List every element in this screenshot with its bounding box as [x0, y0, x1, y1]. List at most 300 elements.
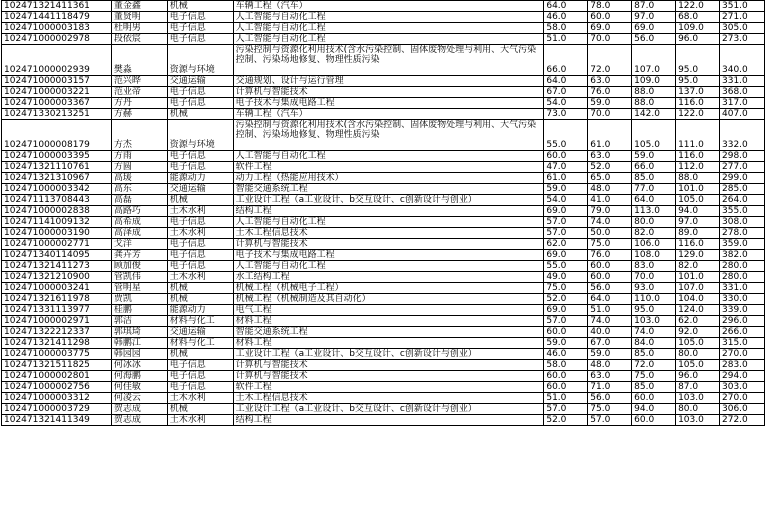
- candidate-id-cell: 102471441118479: [2, 12, 112, 23]
- score-politics-cell: 55.0: [544, 120, 588, 151]
- candidate-id-cell: 102471000003221: [2, 87, 112, 98]
- score-total-cell: 368.0: [720, 87, 765, 98]
- score-total-cell: 280.0: [720, 272, 765, 283]
- college-cell: 电子信息: [167, 34, 233, 45]
- score-specialty-cell: 92.0: [676, 327, 720, 338]
- major-cell: 智能交通系统工程: [233, 184, 544, 195]
- score-total-cell: 332.0: [720, 120, 765, 151]
- major-cell: 人工智能与自动化工程: [233, 12, 544, 23]
- candidate-id-cell: 102471000003241: [2, 283, 112, 294]
- score-politics-cell: 57.0: [544, 217, 588, 228]
- candidate-id-cell: 102471000002971: [2, 316, 112, 327]
- college-cell: 资源与环境: [167, 120, 233, 151]
- score-total-cell: 351.0: [720, 1, 765, 12]
- score-specialty-cell: 109.0: [676, 23, 720, 34]
- score-english-cell: 70.0: [588, 109, 632, 120]
- score-politics-cell: 60.0: [544, 327, 588, 338]
- college-cell: 电子信息: [167, 360, 233, 371]
- score-specialty-cell: 124.0: [676, 305, 720, 316]
- score-english-cell: 76.0: [588, 87, 632, 98]
- college-cell: 机械: [167, 294, 233, 305]
- candidate-id-cell: 102471340114095: [2, 250, 112, 261]
- score-english-cell: 50.0: [588, 228, 632, 239]
- score-math-cell: 69.0: [632, 23, 676, 34]
- candidate-name-cell: 樊淼: [111, 45, 167, 76]
- score-total-cell: 331.0: [720, 76, 765, 87]
- score-total-cell: 280.0: [720, 261, 765, 272]
- table-row: [2, 34, 765, 45]
- candidate-name-cell: 贺志成: [111, 404, 167, 415]
- score-english-cell: 52.0: [588, 162, 632, 173]
- score-english-cell: 75.0: [588, 239, 632, 250]
- score-english-cell: 74.0: [588, 316, 632, 327]
- candidate-name-cell: 方赫: [111, 109, 167, 120]
- score-english-cell: 56.0: [588, 393, 632, 404]
- score-total-cell: 270.0: [720, 349, 765, 360]
- score-politics-cell: 52.0: [544, 415, 588, 426]
- table-row: [2, 87, 765, 98]
- score-total-cell: 359.0: [720, 239, 765, 250]
- table-row: [2, 173, 765, 184]
- major-cell: 电气工程: [233, 305, 544, 316]
- score-total-cell: 382.0: [720, 250, 765, 261]
- college-cell: 电子信息: [167, 162, 233, 173]
- college-cell: 材料与化工: [167, 338, 233, 349]
- college-cell: 机械: [167, 283, 233, 294]
- score-total-cell: 306.0: [720, 404, 765, 415]
- candidate-name-cell: 何冰冰: [111, 360, 167, 371]
- score-specialty-cell: 95.0: [676, 76, 720, 87]
- table-row: [2, 393, 765, 404]
- candidate-id-cell: 102471000003312: [2, 393, 112, 404]
- table-row: [2, 338, 765, 349]
- college-cell: 机械: [167, 349, 233, 360]
- table-row: [2, 109, 765, 120]
- score-math-cell: 56.0: [632, 34, 676, 45]
- score-total-cell: 273.0: [720, 34, 765, 45]
- score-politics-cell: 52.0: [544, 294, 588, 305]
- score-specialty-cell: 101.0: [676, 184, 720, 195]
- score-total-cell: 308.0: [720, 217, 765, 228]
- college-cell: 能源动力: [167, 173, 233, 184]
- major-cell: 人工智能与自动化工程: [233, 217, 544, 228]
- candidate-name-cell: 顾加俊: [111, 261, 167, 272]
- score-total-cell: 407.0: [720, 109, 765, 120]
- college-cell: 土木水利: [167, 415, 233, 426]
- score-english-cell: 48.0: [588, 184, 632, 195]
- score-specialty-cell: 107.0: [676, 283, 720, 294]
- candidate-name-cell: 方雨: [111, 151, 167, 162]
- score-specialty-cell: 97.0: [676, 217, 720, 228]
- score-specialty-cell: 68.0: [676, 12, 720, 23]
- candidate-name-cell: 方杰: [111, 120, 167, 151]
- table-row: [2, 404, 765, 415]
- major-cell: 工业设计工程（a工业设计、b交互设计、c创新设计与创业）: [233, 404, 544, 415]
- candidate-id-cell: 102471000003367: [2, 98, 112, 109]
- score-total-cell: 283.0: [720, 360, 765, 371]
- college-cell: 资源与环境: [167, 45, 233, 76]
- score-politics-cell: 59.0: [544, 338, 588, 349]
- score-politics-cell: 60.0: [544, 382, 588, 393]
- score-total-cell: 317.0: [720, 98, 765, 109]
- major-cell: 机械工程（机械电子工程）: [233, 283, 544, 294]
- college-cell: 电子信息: [167, 151, 233, 162]
- score-politics-cell: 47.0: [544, 162, 588, 173]
- score-math-cell: 75.0: [632, 371, 676, 382]
- score-english-cell: 59.0: [588, 98, 632, 109]
- score-politics-cell: 75.0: [544, 283, 588, 294]
- score-english-cell: 59.0: [588, 349, 632, 360]
- major-cell: 计算机与智能技术: [233, 360, 544, 371]
- score-total-cell: 271.0: [720, 12, 765, 23]
- table-row: [2, 349, 765, 360]
- score-specialty-cell: 103.0: [676, 415, 720, 426]
- score-politics-cell: 66.0: [544, 45, 588, 76]
- college-cell: 机械: [167, 195, 233, 206]
- candidate-id-cell: 102471000002978: [2, 34, 112, 45]
- major-cell: 软件工程: [233, 162, 544, 173]
- score-english-cell: 40.0: [588, 327, 632, 338]
- score-politics-cell: 69.0: [544, 206, 588, 217]
- candidate-id-cell: 102471322212337: [2, 327, 112, 338]
- score-politics-cell: 54.0: [544, 98, 588, 109]
- table-row: [2, 76, 765, 87]
- score-specialty-cell: 101.0: [676, 272, 720, 283]
- table-row: [2, 239, 765, 250]
- score-specialty-cell: 105.0: [676, 338, 720, 349]
- score-politics-cell: 59.0: [544, 184, 588, 195]
- table-row: [2, 12, 765, 23]
- candidate-id-cell: 102471000003729: [2, 404, 112, 415]
- score-math-cell: 82.0: [632, 228, 676, 239]
- major-cell: 结构工程: [233, 206, 544, 217]
- table-row: [2, 371, 765, 382]
- score-specialty-cell: 116.0: [676, 98, 720, 109]
- candidate-id-cell: 102471330213251: [2, 109, 112, 120]
- score-math-cell: 60.0: [632, 415, 676, 426]
- candidate-name-cell: 高东: [111, 184, 167, 195]
- score-total-cell: 331.0: [720, 283, 765, 294]
- score-english-cell: 56.0: [588, 283, 632, 294]
- major-cell: 计算机与智能技术: [233, 371, 544, 382]
- score-total-cell: 296.0: [720, 316, 765, 327]
- candidate-name-cell: 贾凯: [111, 294, 167, 305]
- score-specialty-cell: 129.0: [676, 250, 720, 261]
- score-politics-cell: 57.0: [544, 316, 588, 327]
- score-english-cell: 51.0: [588, 305, 632, 316]
- candidate-name-cell: 方丹: [111, 98, 167, 109]
- score-specialty-cell: 116.0: [676, 151, 720, 162]
- candidate-id-cell: 102471113708443: [2, 195, 112, 206]
- major-cell: 材料工程: [233, 338, 544, 349]
- major-cell: 材料工程: [233, 316, 544, 327]
- score-english-cell: 79.0: [588, 206, 632, 217]
- score-politics-cell: 64.0: [544, 76, 588, 87]
- table-row: [2, 1, 765, 12]
- score-table: [1, 0, 765, 426]
- score-math-cell: 74.0: [632, 327, 676, 338]
- score-math-cell: 60.0: [632, 393, 676, 404]
- score-politics-cell: 57.0: [544, 404, 588, 415]
- score-politics-cell: 49.0: [544, 272, 588, 283]
- table-row: [2, 382, 765, 393]
- score-specialty-cell: 82.0: [676, 261, 720, 272]
- score-math-cell: 85.0: [632, 349, 676, 360]
- candidate-id-cell: 102471321411298: [2, 338, 112, 349]
- college-cell: 电子信息: [167, 239, 233, 250]
- candidate-name-cell: 方圆: [111, 162, 167, 173]
- major-cell: 电子技术与集成电路工程: [233, 98, 544, 109]
- college-cell: 电子信息: [167, 250, 233, 261]
- score-total-cell: 305.0: [720, 23, 765, 34]
- score-total-cell: 272.0: [720, 415, 765, 426]
- score-politics-cell: 69.0: [544, 305, 588, 316]
- score-math-cell: 59.0: [632, 151, 676, 162]
- score-math-cell: 83.0: [632, 261, 676, 272]
- college-cell: 能源动力: [167, 305, 233, 316]
- college-cell: 交通运输: [167, 184, 233, 195]
- score-specialty-cell: 96.0: [676, 371, 720, 382]
- score-total-cell: 294.0: [720, 371, 765, 382]
- candidate-name-cell: 韩园园: [111, 349, 167, 360]
- candidate-name-cell: 贺志成: [111, 415, 167, 426]
- major-cell: 结构工程: [233, 415, 544, 426]
- score-math-cell: 77.0: [632, 184, 676, 195]
- score-math-cell: 103.0: [632, 316, 676, 327]
- score-specialty-cell: 80.0: [676, 349, 720, 360]
- college-cell: 交通运输: [167, 327, 233, 338]
- score-math-cell: 105.0: [632, 120, 676, 151]
- table-row: [2, 120, 765, 151]
- candidate-id-cell: 102471000002771: [2, 239, 112, 250]
- score-math-cell: 142.0: [632, 109, 676, 120]
- college-cell: 交通运输: [167, 76, 233, 87]
- candidate-id-cell: 102471000003157: [2, 76, 112, 87]
- score-math-cell: 80.0: [632, 217, 676, 228]
- score-math-cell: 106.0: [632, 239, 676, 250]
- college-cell: 机械: [167, 1, 233, 12]
- candidate-id-cell: 102471321411361: [2, 1, 112, 12]
- score-english-cell: 63.0: [588, 151, 632, 162]
- score-math-cell: 109.0: [632, 76, 676, 87]
- candidate-name-cell: 高泽成: [111, 228, 167, 239]
- score-specialty-cell: 111.0: [676, 120, 720, 151]
- candidate-name-cell: 段依宸: [111, 34, 167, 45]
- candidate-name-cell: 管凯伟: [111, 272, 167, 283]
- college-cell: 电子信息: [167, 261, 233, 272]
- score-politics-cell: 51.0: [544, 393, 588, 404]
- score-politics-cell: 64.0: [544, 1, 588, 12]
- table-row: [2, 316, 765, 327]
- table-row: [2, 45, 765, 76]
- score-math-cell: 113.0: [632, 206, 676, 217]
- score-politics-cell: 57.0: [544, 228, 588, 239]
- score-math-cell: 70.0: [632, 272, 676, 283]
- score-total-cell: 299.0: [720, 173, 765, 184]
- major-cell: 智能交通系统工程: [233, 327, 544, 338]
- candidate-id-cell: 102471000008179: [2, 120, 112, 151]
- major-cell: 工业设计工程（a工业设计、b交互设计、c创新设计与创业）: [233, 195, 544, 206]
- candidate-name-cell: 高瑗: [111, 173, 167, 184]
- score-politics-cell: 67.0: [544, 87, 588, 98]
- score-english-cell: 63.0: [588, 371, 632, 382]
- score-politics-cell: 46.0: [544, 12, 588, 23]
- college-cell: 材料与化工: [167, 316, 233, 327]
- score-math-cell: 88.0: [632, 87, 676, 98]
- score-english-cell: 76.0: [588, 250, 632, 261]
- major-cell: 动力工程（热能应用技术）: [233, 173, 544, 184]
- major-cell: 车辆工程（汽车）: [233, 109, 544, 120]
- score-english-cell: 74.0: [588, 217, 632, 228]
- college-cell: 电子信息: [167, 217, 233, 228]
- candidate-name-cell: 戈洋: [111, 239, 167, 250]
- table-row: [2, 283, 765, 294]
- candidate-id-cell: 102471000002801: [2, 371, 112, 382]
- candidate-name-cell: 范兴晔: [111, 76, 167, 87]
- candidate-id-cell: 102471000003190: [2, 228, 112, 239]
- candidate-name-cell: 管明星: [111, 283, 167, 294]
- major-cell: 软件工程: [233, 382, 544, 393]
- score-politics-cell: 62.0: [544, 239, 588, 250]
- candidate-id-cell: 102471321210900: [2, 272, 112, 283]
- score-math-cell: 110.0: [632, 294, 676, 305]
- score-math-cell: 72.0: [632, 360, 676, 371]
- score-specialty-cell: 112.0: [676, 162, 720, 173]
- table-row: [2, 151, 765, 162]
- score-math-cell: 66.0: [632, 162, 676, 173]
- major-cell: 计算机与智能技术: [233, 239, 544, 250]
- candidate-id-cell: 102471321310967: [2, 173, 112, 184]
- major-cell: 土木工程信息技术: [233, 228, 544, 239]
- major-cell: 工业设计工程（a工业设计、b交互设计、c创新设计与创业）: [233, 349, 544, 360]
- candidate-name-cell: 龚卉芳: [111, 250, 167, 261]
- score-english-cell: 60.0: [588, 12, 632, 23]
- score-specialty-cell: 94.0: [676, 206, 720, 217]
- score-math-cell: 108.0: [632, 250, 676, 261]
- major-cell: 土木工程信息技术: [233, 393, 544, 404]
- score-specialty-cell: 80.0: [676, 404, 720, 415]
- score-math-cell: 95.0: [632, 305, 676, 316]
- score-specialty-cell: 88.0: [676, 173, 720, 184]
- major-cell: 水工结构工程: [233, 272, 544, 283]
- college-cell: 土木水利: [167, 393, 233, 404]
- score-total-cell: 277.0: [720, 162, 765, 173]
- candidate-id-cell: 102471331113977: [2, 305, 112, 316]
- score-total-cell: 264.0: [720, 195, 765, 206]
- score-math-cell: 94.0: [632, 404, 676, 415]
- candidate-name-cell: 郭洁: [111, 316, 167, 327]
- major-cell: 人工智能与自动化工程: [233, 261, 544, 272]
- score-english-cell: 69.0: [588, 23, 632, 34]
- score-total-cell: 330.0: [720, 294, 765, 305]
- candidate-name-cell: 董金鑫: [111, 1, 167, 12]
- score-english-cell: 78.0: [588, 1, 632, 12]
- candidate-name-cell: 何佳敏: [111, 382, 167, 393]
- score-total-cell: 278.0: [720, 228, 765, 239]
- score-english-cell: 60.0: [588, 272, 632, 283]
- score-english-cell: 75.0: [588, 404, 632, 415]
- score-math-cell: 87.0: [632, 1, 676, 12]
- score-specialty-cell: 62.0: [676, 316, 720, 327]
- candidate-id-cell: 102471321110761: [2, 162, 112, 173]
- candidate-id-cell: 102471321411349: [2, 415, 112, 426]
- score-specialty-cell: 116.0: [676, 239, 720, 250]
- major-cell: 人工智能与自动化工程: [233, 151, 544, 162]
- score-specialty-cell: 137.0: [676, 87, 720, 98]
- score-english-cell: 63.0: [588, 76, 632, 87]
- score-math-cell: 107.0: [632, 45, 676, 76]
- table-row: [2, 195, 765, 206]
- table-row: [2, 206, 765, 217]
- major-cell: 污染控制与资源化利用技术(含水污染控制、固体废物处理与利用、大气污染控制、污染场地修复、物理性质污染: [233, 45, 544, 76]
- candidate-name-cell: 韩鹏江: [111, 338, 167, 349]
- major-cell: 人工智能与自动化工程: [233, 34, 544, 45]
- score-math-cell: 97.0: [632, 12, 676, 23]
- score-specialty-cell: 105.0: [676, 360, 720, 371]
- score-english-cell: 71.0: [588, 382, 632, 393]
- score-total-cell: 285.0: [720, 184, 765, 195]
- candidate-id-cell: 102471000003342: [2, 184, 112, 195]
- score-table-body: [2, 1, 765, 426]
- candidate-name-cell: 何凌云: [111, 393, 167, 404]
- table-row: [2, 415, 765, 426]
- major-cell: 人工智能与自动化工程: [233, 23, 544, 34]
- college-cell: 机械: [167, 404, 233, 415]
- candidate-id-cell: 102471141009132: [2, 217, 112, 228]
- candidate-name-cell: 范业帝: [111, 87, 167, 98]
- score-english-cell: 60.0: [588, 261, 632, 272]
- candidate-id-cell: 102471321511825: [2, 360, 112, 371]
- score-specialty-cell: 87.0: [676, 382, 720, 393]
- score-total-cell: 270.0: [720, 393, 765, 404]
- table-row: [2, 162, 765, 173]
- candidate-name-cell: 何海鹏: [111, 371, 167, 382]
- score-english-cell: 57.0: [588, 415, 632, 426]
- score-english-cell: 72.0: [588, 45, 632, 76]
- candidate-id-cell: 102471000002756: [2, 382, 112, 393]
- table-row: [2, 250, 765, 261]
- score-total-cell: 339.0: [720, 305, 765, 316]
- score-politics-cell: 46.0: [544, 349, 588, 360]
- score-total-cell: 315.0: [720, 338, 765, 349]
- score-politics-cell: 58.0: [544, 360, 588, 371]
- score-english-cell: 67.0: [588, 338, 632, 349]
- table-row: [2, 261, 765, 272]
- candidate-name-cell: 董贤明: [111, 12, 167, 23]
- candidate-id-cell: 102471321411273: [2, 261, 112, 272]
- college-cell: 电子信息: [167, 382, 233, 393]
- table-row: [2, 98, 765, 109]
- college-cell: 机械: [167, 109, 233, 120]
- table-row: [2, 217, 765, 228]
- college-cell: 电子信息: [167, 98, 233, 109]
- score-politics-cell: 60.0: [544, 371, 588, 382]
- college-cell: 电子信息: [167, 12, 233, 23]
- candidate-name-cell: 高路巧: [111, 206, 167, 217]
- score-english-cell: 64.0: [588, 294, 632, 305]
- score-politics-cell: 60.0: [544, 151, 588, 162]
- candidate-id-cell: 102471000002939: [2, 45, 112, 76]
- score-english-cell: 70.0: [588, 34, 632, 45]
- college-cell: 电子信息: [167, 371, 233, 382]
- table-row: [2, 327, 765, 338]
- score-politics-cell: 73.0: [544, 109, 588, 120]
- college-cell: 土木水利: [167, 206, 233, 217]
- score-english-cell: 41.0: [588, 195, 632, 206]
- score-math-cell: 85.0: [632, 173, 676, 184]
- candidate-name-cell: 桂鹏: [111, 305, 167, 316]
- candidate-name-cell: 郭琪琦: [111, 327, 167, 338]
